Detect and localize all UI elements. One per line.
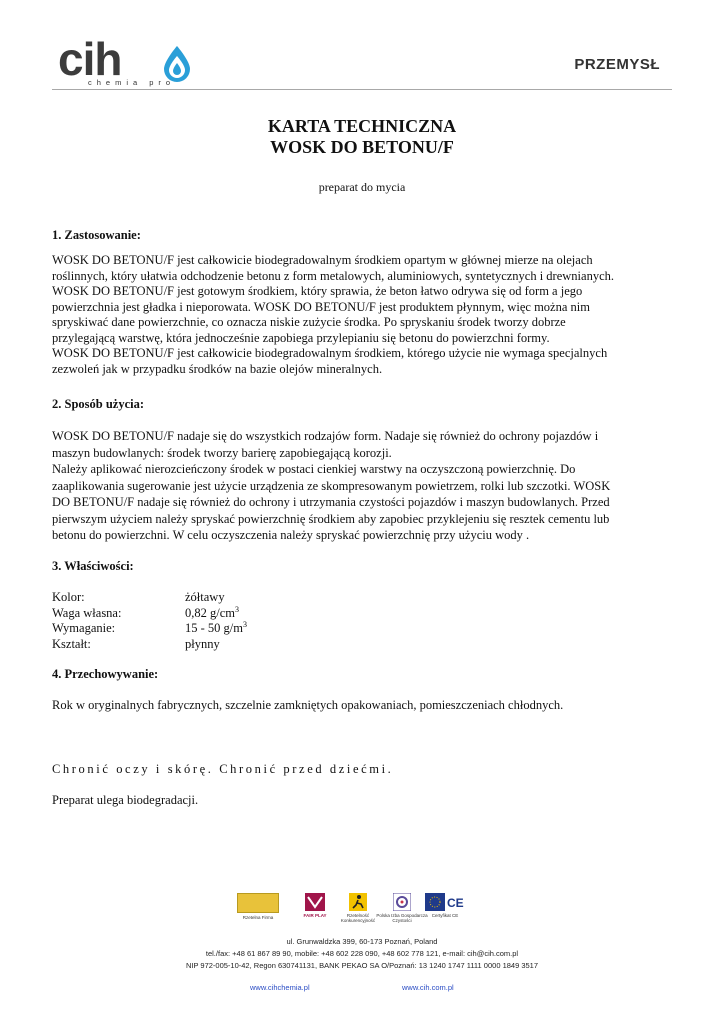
- badge-caption: Certyfikat CE: [431, 913, 459, 918]
- biodegradation-note: Preparat ulega biodegradacji.: [52, 793, 199, 807]
- property-label: Kolor:: [52, 590, 85, 604]
- text-line: zaaplikowania sugerowanie jest użycie urządzenia ze skompresowanym powietrzem, rolki lub szczotki. WOSK: [52, 478, 611, 493]
- text-line: pierwszym użyciem należy spryskać powierzchnię środkiem aby zapobiec przyklejeniu się resztek cementu lub: [52, 511, 610, 526]
- safety-warning: Chronić oczy i skórę. Chronić przed dziećmi.: [52, 762, 394, 776]
- badge-caption: Rzetelna Firma: [242, 915, 274, 920]
- section-storage-text: Rok w oryginalnych fabrycznych, szczelnie zamkniętych opakowaniach, pomieszczeniach chłodnych.: [52, 698, 564, 712]
- section-usage-text: [52, 253, 672, 377]
- property-value-text: 15 - 50 g/m: [185, 621, 243, 635]
- text-line: WOSK DO BETONU/F jest całkowicie biodegradowalnym środkiem opartym w głównej mierze na olejach: [52, 253, 593, 267]
- category-label: PRZEMYSŁ: [574, 56, 660, 73]
- badge-rzetelna-firma: [231, 893, 285, 920]
- footer-registry: NIP 972-005-10-42, Regon 630741131, BANK PEKAO SA O/Poznań: 13 1240 1747 1111 0000 1849 3517: [185, 961, 539, 970]
- property-row: [52, 621, 247, 637]
- text-line: DO BETONU/F nadaje się również do ochrony i utrzymania czystości pojazdów i maszyn budowlanych. Przed: [52, 495, 610, 509]
- property-value-text: 0,82 g/cm: [185, 605, 235, 620]
- text-line: powierzchnia jest gładka i nieporowata. WOSK DO BETONU/F jest produktem płynnym, więc można nim: [52, 299, 590, 314]
- section-heading-storage: 4. Przechowywanie:: [52, 667, 159, 681]
- text-line: WOSK DO BETONU/F jest gotowym środkiem, który sprawia, że beton łatwo odrywa się od form a jego: [52, 284, 583, 298]
- property-row: [52, 637, 247, 653]
- badge-caption: FAIR PLAY: [303, 913, 327, 918]
- section-heading-usage: 1. Zastosowanie:: [52, 228, 141, 242]
- badge-caption: Rzetelność Konkurencyjność: [340, 913, 376, 923]
- property-row: [52, 606, 247, 622]
- section-heading-application: 2. Sposób użycia:: [52, 397, 145, 411]
- text-line: spryskiwać dane powierzchnie, co oznacza niskie zużycie środka. Po spryskaniu środek tworzy dobrze: [52, 315, 566, 329]
- company-logo: cih: [58, 33, 122, 85]
- property-unit-exponent: 3: [242, 619, 247, 629]
- property-value: [185, 621, 247, 637]
- text-line: maszyn budowlanych: środek tworzy barierę zapobiegającą korozji.: [52, 445, 392, 460]
- badge-ce: [418, 893, 472, 918]
- document-subtitle: preparat do mycia: [318, 180, 406, 194]
- svg-text:CE: CE: [447, 896, 464, 910]
- property-label: Wymaganie:: [52, 621, 116, 635]
- text-line: WOSK DO BETONU/F jest całkowicie biodegradowalnym środkiem, którego użycie nie wymaga specjalnych: [52, 346, 608, 360]
- property-value: płynny: [185, 636, 220, 651]
- text-line: przylegającą warstwę, która jednocześnie zapobiega przylepianiu się betonu do powierzchni formy.: [52, 330, 550, 345]
- property-row: [52, 590, 247, 606]
- property-label: Kształt:: [52, 636, 91, 651]
- document-title: KARTA TECHNICZNA: [267, 116, 457, 136]
- text-line: roślinnych, który ułatwia odchodzenie betonu z form metalowych, aluminiowych, syntetycznych i drewnianych.: [52, 268, 614, 283]
- text-line: Należy aplikować nierozcieńczony środek w postaci cienkiej warstwy na oczyszczoną powierzchnię. Do: [52, 462, 576, 476]
- section-application-text: [52, 428, 672, 544]
- property-label: Waga własna:: [52, 605, 122, 620]
- certificate-icon: [237, 893, 279, 913]
- text-line: betonu do powierzchni. W celu oczyszczenia należy spryskać powierzchnię przy użyciu wody .: [52, 528, 530, 542]
- text-line: WOSK DO BETONU/F nadaje się do wszystkich rodzajów form. Nadaje się również do ochrony pojazdów i: [52, 429, 599, 443]
- website-link-cihchemia[interactable]: www.cihchemia.pl: [250, 983, 310, 992]
- property-unit-exponent: 3: [235, 604, 239, 614]
- fair-play-icon: [305, 893, 325, 911]
- footer-address: ul. Grunwaldzka 399, 60-173 Poznań, Poland: [286, 937, 438, 946]
- badge-caption: Polska Izba Gospodarcza Czystości: [376, 913, 428, 923]
- pigc-logo-icon: [393, 893, 411, 911]
- ce-mark-icon: [425, 893, 465, 911]
- website-link-cih[interactable]: www.cih.com.pl: [402, 983, 454, 992]
- section-heading-properties: 3. Właściwości:: [52, 559, 134, 573]
- header-divider: [52, 89, 672, 90]
- property-value: żółtawy: [185, 590, 225, 604]
- property-value: [185, 606, 239, 622]
- properties-list: [52, 590, 247, 652]
- text-line: zezwoleń jak w przypadku środków na bazie olejów mineralnych.: [52, 361, 383, 376]
- product-name: WOSK DO BETONU/F: [270, 137, 454, 157]
- footer-contact: tel./fax: +48 61 867 89 90, mobile: +48 602 228 090, +48 602 778 121, e-mail: cih@cih.com.pl: [205, 949, 519, 958]
- runner-icon: [349, 893, 367, 911]
- logo-tagline: chemia pro: [88, 78, 176, 87]
